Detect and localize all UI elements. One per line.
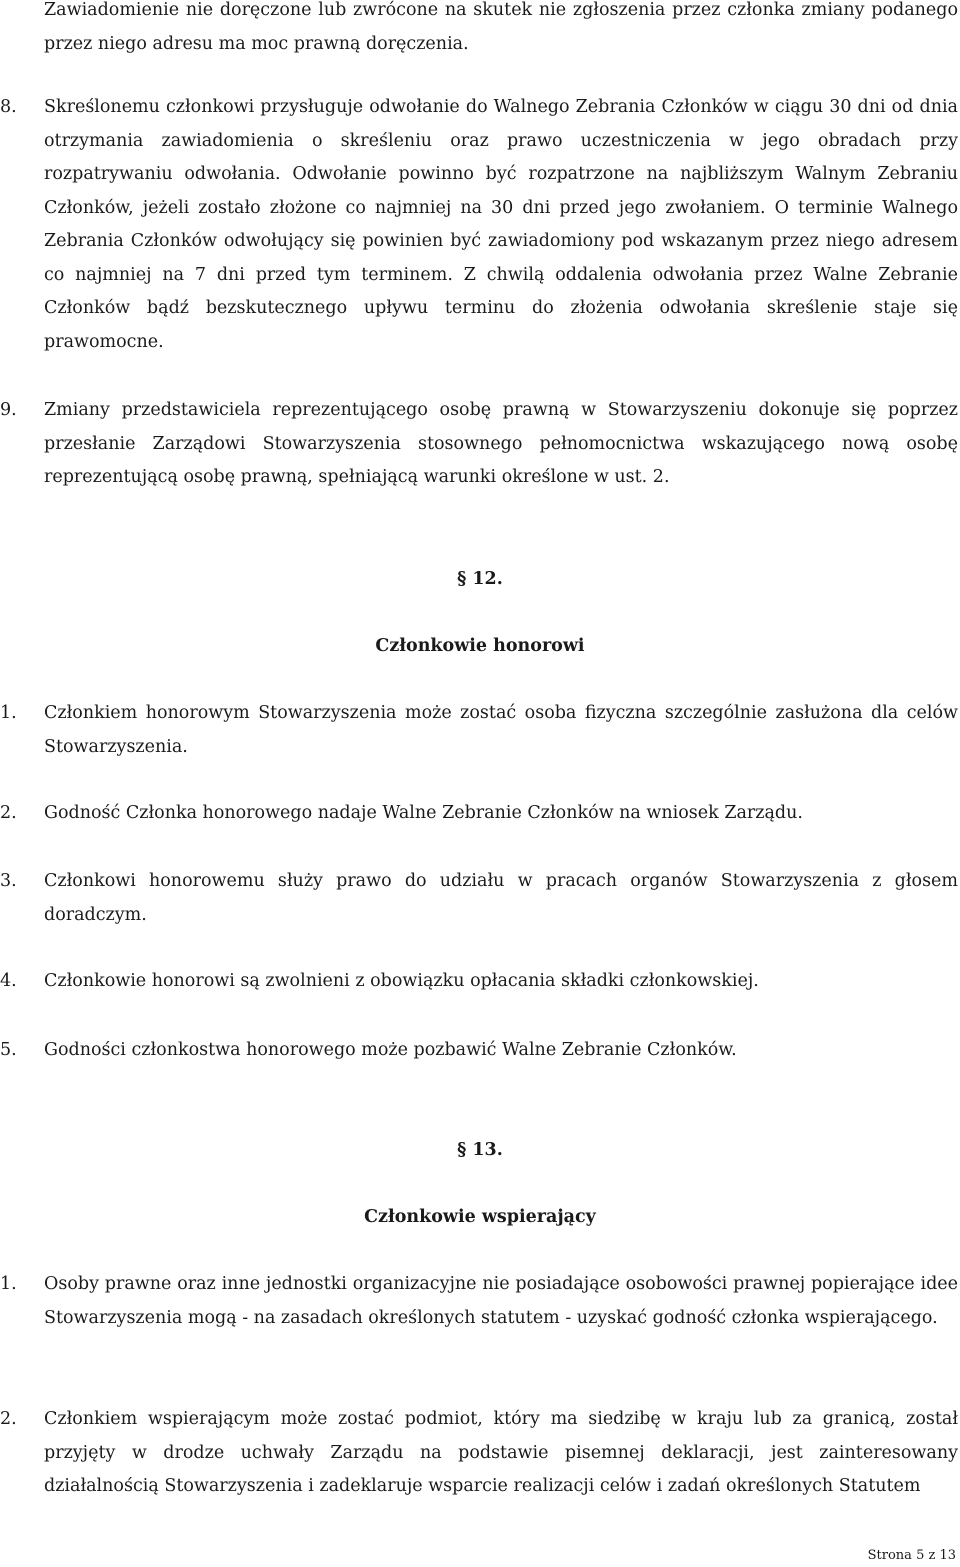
item-text: Członkowie honorowi są zwolnieni z obowiązku opłacania składki członkowskiej. xyxy=(44,971,759,991)
intro-paragraph: Zawiadomienie nie doręczone lub zwrócone na skutek nie zgłoszenia przez członka zmiany podanego przez niego adresu ma moc prawną doręczenia. xyxy=(44,0,958,54)
item-number: 3. xyxy=(0,871,17,891)
item-number: 2. xyxy=(0,803,17,823)
item-number: 8. xyxy=(0,97,17,117)
page-footer: Strona 5 z 13 xyxy=(867,1548,956,1563)
item-text: Godność Członka honorowego nadaje Walne Zebranie Członków na wniosek Zarządu. xyxy=(44,803,803,823)
item-number: 1. xyxy=(0,1274,17,1294)
item-number: 9. xyxy=(0,400,17,420)
item-text: Członkowi honorowemu służy prawo do udziału w pracach organów Stowarzyszenia z głosem doradczym. xyxy=(44,871,958,925)
item-number: 5. xyxy=(0,1040,17,1060)
item-number: 4. xyxy=(0,971,17,991)
item-text: Członkiem honorowym Stowarzyszenia może zostać osoba fizyczna szczególnie zasłużona dla celów Stowarzyszenia. xyxy=(44,703,958,757)
item-number: 1. xyxy=(0,703,17,723)
section-12-number: § 12. xyxy=(457,569,503,589)
item-text: Godności członkostwa honorowego może pozbawić Walne Zebranie Członków. xyxy=(44,1040,737,1060)
item-text: Skreślonemu członkowi przysługuje odwołanie do Walnego Zebrania Członków w ciągu 30 dni od dnia otrzymania zawiadomienia o skreśleniu oraz prawo uczestniczenia w jego obradach przy rozpatrywaniu odwołania. Odwołanie powinno być rozpatrzone na najbliższym Walnym Zebraniu Członków, jeżeli zostało złożone co najmniej na 30 dni przed jego zwołaniem. O terminie Walnego Zebrania Członków odwołujący się powinien być zawiadomiony pod wskazanym przez niego adresem co najmniej na 7 dni przed tym terminem. Z chwilą oddalenia odwołania przez Walne Zebranie Członków bądź bezskutecznego upływu terminu do złożenia odwołania skreślenie staje się prawomocne. xyxy=(44,97,958,352)
item-number: 2. xyxy=(0,1409,17,1429)
section-12-title: Członkowie honorowi xyxy=(375,636,585,656)
item-text: Zmiany przedstawiciela reprezentującego osobę prawną w Stowarzyszeniu dokonuje się poprzez przesłanie Zarządowi Stowarzyszenia stosownego pełnomocnictwa wskazującego nową osobę reprezentującą osobę prawną, spełniającą warunki określone w ust. 2. xyxy=(44,400,958,487)
section-13-title: Członkowie wspierający xyxy=(364,1207,596,1227)
section-13-number: § 13. xyxy=(457,1140,503,1160)
item-text: Członkiem wspierającym może zostać podmiot, który ma siedzibę w kraju lub za granicą, został przyjęty w drodze uchwały Zarządu na podstawie pisemnej deklaracji, jest zainteresowany działalnością Stowarzyszenia i zadeklaruje wsparcie realizacji celów i zadań określonych Statutem xyxy=(44,1409,958,1496)
item-text: Osoby prawne oraz inne jednostki organizacyjne nie posiadające osobowości prawnej popierające idee Stowarzyszenia mogą - na zasadach określonych statutem - uzyskać godność członka wspierającego. xyxy=(44,1274,958,1328)
